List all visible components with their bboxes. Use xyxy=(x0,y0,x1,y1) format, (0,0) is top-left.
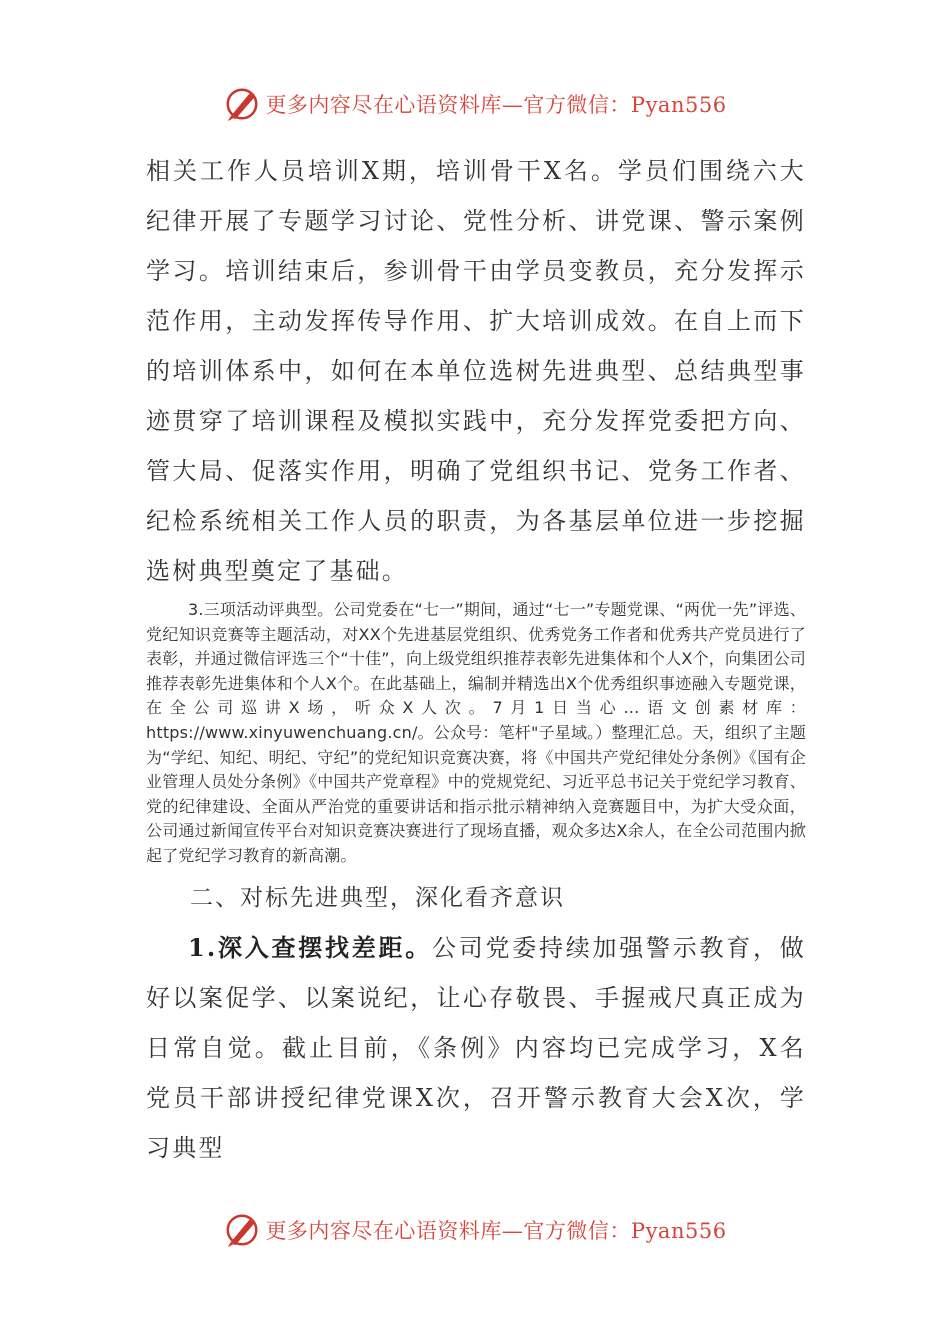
paragraph-continued: 相关工作人员培训X期，培训骨干X名。学员们围绕六大纪律开展了专题学习讨论、党性分析、讲党课、警示案例学习。培训结束后，参训骨干由学员变教员，充分发挥示范作用，主动发挥传导作用、扩大培训成效。在自上而下的培训体系中，如何在本单位选树先进典型、总结典型事迹贯穿了培训课程及模拟实践中，充分发挥党委把方向、管大局、促落实作用，明确了党组织书记、党务工作者、纪检系统相关工作人员的职责，为各基层单位进一步挖掘选树典型奠定了基础。 xyxy=(146,157,806,585)
section-heading: 二、对标先进典型，深化看齐意识 xyxy=(190,884,565,911)
header-banner-text: 更多内容尽在心语资料库—官方微信：Pyan556 xyxy=(265,93,727,117)
paragraph-lead xyxy=(146,923,806,1173)
paragraph-lead-body: 公司党委持续加强警示教育，做好以案促学、以案说纪，让心存敬畏、手握戒尺真正成为日常自觉。截止目前，《条例》内容均已完成学习，X名党员干部讲授纪律党课X次，召开警示教育大会X次，学习典型 xyxy=(146,933,806,1162)
pen-circle-logo-icon xyxy=(223,85,261,123)
header-banner xyxy=(0,82,950,126)
document-body xyxy=(146,146,806,1173)
paragraph-lead-title: 1.深入查摆找差距。 xyxy=(188,932,433,962)
footer-banner-text: 更多内容尽在心语资料库—官方微信：Pyan556 xyxy=(265,1219,727,1243)
paragraph-three-activities: 3.三项活动评典型。公司党委在“七一”期间，通过“七一”专题党课、“两优一先”评选、党纪知识竞赛等主题活动，对XX个先进基层党组织、优秀党务工作者和优秀共产党员进行了表彰，并通过微信评选三个“十佳”，向上级党组织推荐表彰先进集体和个人X个，向集团公司推荐表彰先进集体和个人X个。在此基础上，编制并精选出X个优秀组织事迹融入专题党课，在全公司巡讲X场，听众X人次。7月1日当心…语文创素材库：https://www.xinyuwenchuang.cn/。公众号：笔杆"子星域。）整理汇总。天，组织了主题为“学纪、知纪、明纪、守纪”的党纪知识竞赛决赛，将《中国共产党纪律处分条例》《国有企业管理人员处分条例》《中国共产党章程》中的党规党纪、习近平总书记关于党纪学习教育、党的纪律建设、全面从严治党的重要讲话和指示批示精神纳入竞赛题目中，为扩大受众面，公司通过新闻宣传平台对知识竞赛决赛进行了现场直播，观众多达X余人，在全公司范围内掀起了党纪学习教育的新高潮。 xyxy=(146,600,806,865)
footer-banner xyxy=(0,1208,950,1252)
pen-circle-logo-icon xyxy=(223,1211,261,1249)
